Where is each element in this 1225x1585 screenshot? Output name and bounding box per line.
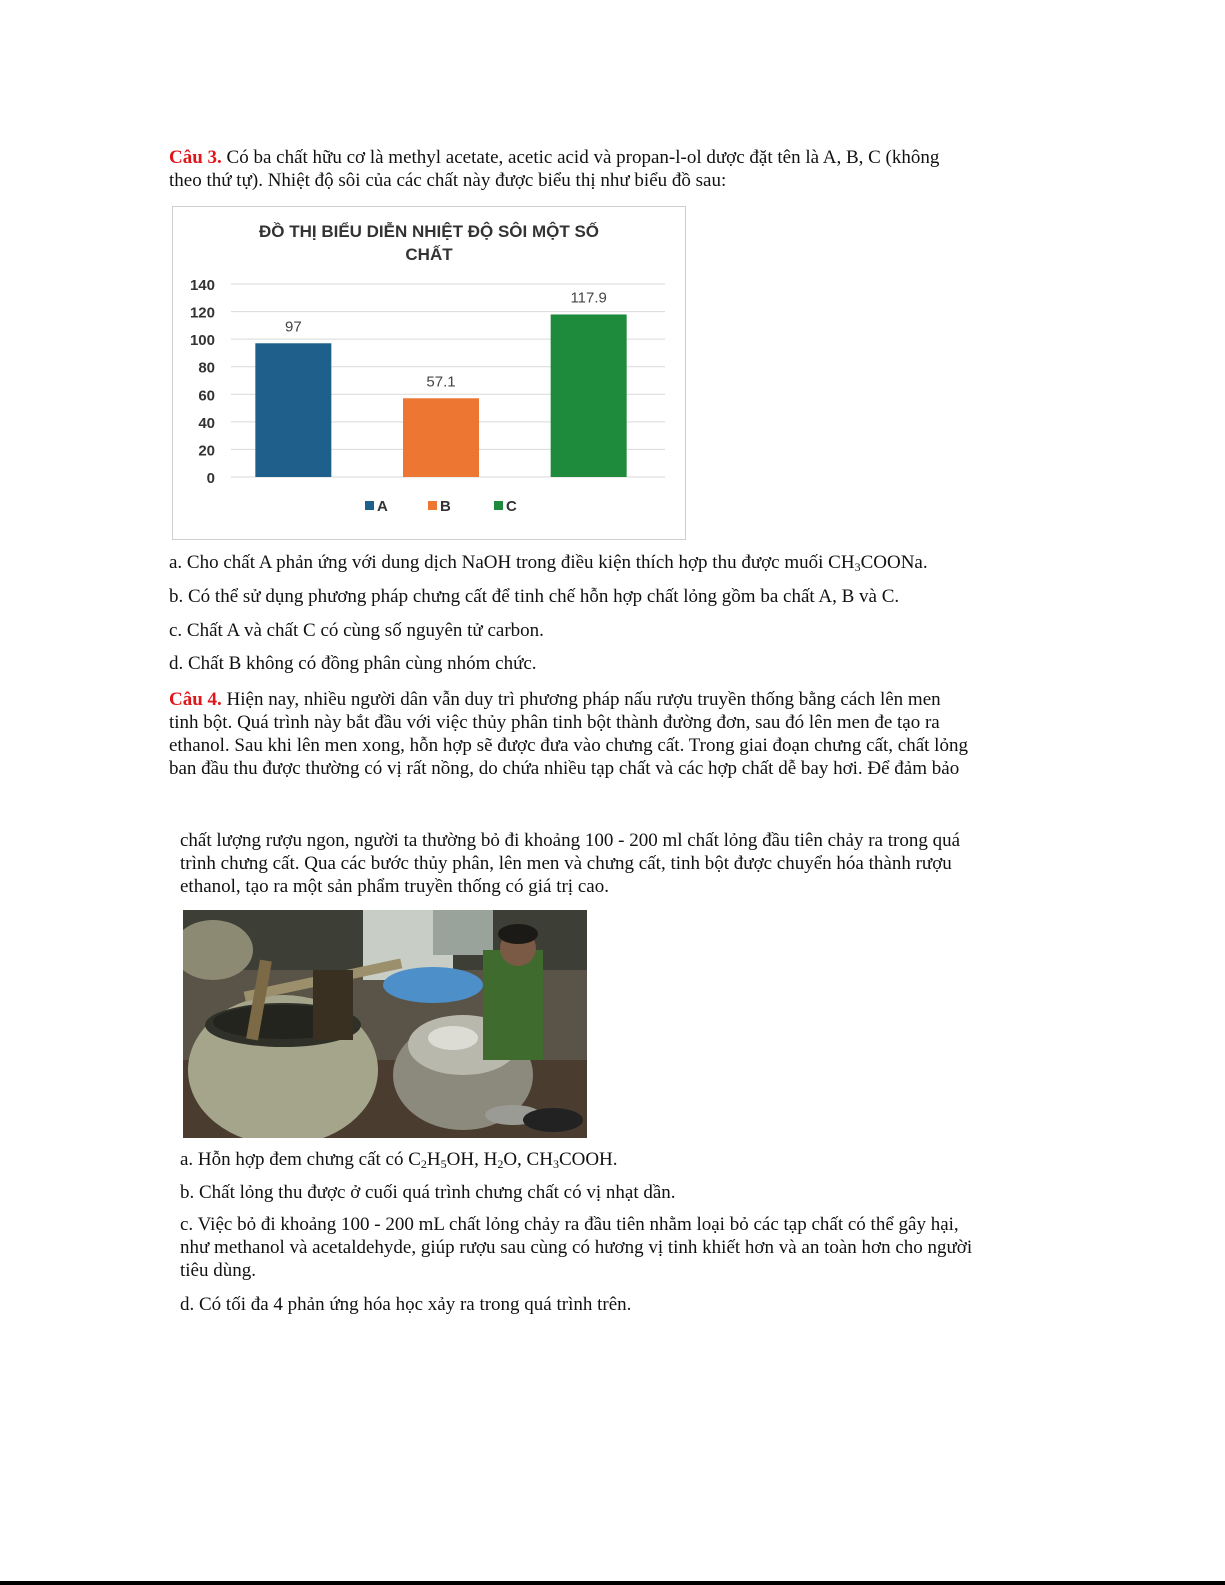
- question-4-option-d: d. Có tối đa 4 phản ứng hóa học xảy ra trong quá trình trên.: [180, 1294, 632, 1315]
- question-4-line7: ethanol, tạo ra một sản phẩm truyền thống có giá trị cao.: [180, 876, 609, 897]
- chart-y-tick-label: 140: [189, 277, 215, 294]
- question-3-option-b: b. Có thể sử dụng phương pháp chưng cất để tinh chế hỗn hợp chất lỏng gồm ba chất A, B và C.: [169, 586, 900, 607]
- question-4-label: Câu 4.: [169, 689, 222, 710]
- question-3-option-d: d. Chất B không có đồng phân cùng nhóm chức.: [169, 653, 537, 674]
- chart-bar-c: [551, 314, 627, 477]
- boiling-point-chart: [172, 206, 686, 540]
- question-3-intro: [169, 146, 1049, 192]
- chart-legend-swatch-b: [428, 501, 437, 510]
- chart-svg: [173, 207, 685, 539]
- chart-y-tick-label: 0: [206, 470, 215, 487]
- question-4-line6: trình chưng cất. Qua các bước thủy phân, lên men và chưng cất, tinh bột được chuyển hóa thành rượu: [180, 853, 952, 874]
- chart-legend-label-c: C: [506, 498, 517, 515]
- question-4-line4: ban đầu thu được thường có vị rất nồng, do chứa nhiều tạp chất và các hợp chất dễ bay hơi. Để đảm bảo: [169, 758, 960, 779]
- question-4-line3: ethanol. Sau khi lên men xong, hỗn hợp sẽ được đưa vào chưng cất. Trong giai đoạn chưng cất, chất lỏng: [169, 735, 968, 756]
- chart-title-line2: CHẤT: [405, 245, 453, 264]
- question-4-line2: tinh bột. Quá trình này bắt đầu với việc thủy phân tinh bột thành đường đơn, sau đó lên men đe tạo ra: [169, 712, 940, 733]
- chart-bar-b: [403, 398, 479, 477]
- question-3-label: Câu 3.: [169, 147, 222, 168]
- question-4-option-b: b. Chất lỏng thu được ở cuối quá trình chưng chất có vị nhạt dần.: [180, 1182, 676, 1203]
- chart-legend-swatch-a: [365, 501, 374, 510]
- chart-legend-label-b: B: [440, 498, 451, 515]
- chart-bar-a: [255, 343, 331, 477]
- chart-y-tick-label: 80: [198, 359, 215, 377]
- chart-y-tick-label: 100: [189, 332, 215, 350]
- chart-legend-swatch-c: [494, 501, 503, 510]
- question-4-line5: chất lượng rượu ngon, người ta thường bỏ đi khoảng 100 - 200 ml chất lỏng đầu tiên chảy ra trong quá: [180, 830, 961, 851]
- question-3-option-a: a. Cho chất A phản ứng với dung dịch NaOH trong điều kiện thích hợp thu được muối $CH_3COONa$.: [169, 552, 928, 574]
- question-3-option-c: c. Chất A và chất C có cùng số nguyên tử carbon.: [169, 620, 544, 641]
- chart-data-label-a: 97: [284, 318, 302, 336]
- page-bottom-rule: [0, 1581, 1225, 1585]
- question-4-continuation: [180, 829, 1040, 898]
- question-4-option-c-line3: tiêu dùng.: [180, 1260, 256, 1281]
- chart-data-label-b: 57.1: [426, 373, 456, 391]
- chart-data-label-c: 117.9: [570, 289, 607, 307]
- question-4-option-c-line1: c. Việc bỏ đi khoảng 100 - 200 mL chất lỏng chảy ra đầu tiên nhằm loại bỏ các tạp chất có thể gây hại,: [180, 1214, 959, 1235]
- question-3-line1: Câu 3. Có ba chất hữu cơ là methyl acetate, acetic acid và propan-l-ol dược đặt tên là A, B, C (không: [169, 147, 940, 168]
- question-4-option-a: a. Hỗn hợp đem chưng cất có $C_2H_5OH$, $H_2O$, $CH_3COOH$.: [180, 1149, 618, 1171]
- question-4-option-c: [180, 1213, 1040, 1282]
- question-3-line2: theo thứ tự). Nhiệt độ sôi của các chất này được biểu thị như biểu đồ sau:: [169, 170, 727, 191]
- distillation-photo-illustration: [183, 910, 587, 1138]
- chart-y-tick-label: 120: [189, 304, 215, 322]
- question-4-intro: [169, 688, 1049, 780]
- question-4-line1: Câu 4. Hiện nay, nhiều người dân vẫn duy trì phương pháp nấu rượu truyền thống bằng cách lên men: [169, 689, 941, 710]
- chart-title-line1: ĐỒ THỊ BIỂU DIỄN NHIỆT ĐỘ SÔI MỘT SỐ: [258, 222, 600, 241]
- question-4-option-c-line2: như methanol và acetaldehyde, giúp rượu sau cùng có hương vị tinh khiết hơn và an toàn hơn cho người: [180, 1237, 973, 1258]
- chart-y-tick-label: 20: [198, 442, 215, 460]
- chart-y-tick-label: 60: [198, 387, 215, 405]
- chart-y-tick-label: 40: [198, 414, 215, 432]
- chart-legend-label-a: A: [377, 498, 388, 515]
- distillation-photo: [183, 910, 587, 1138]
